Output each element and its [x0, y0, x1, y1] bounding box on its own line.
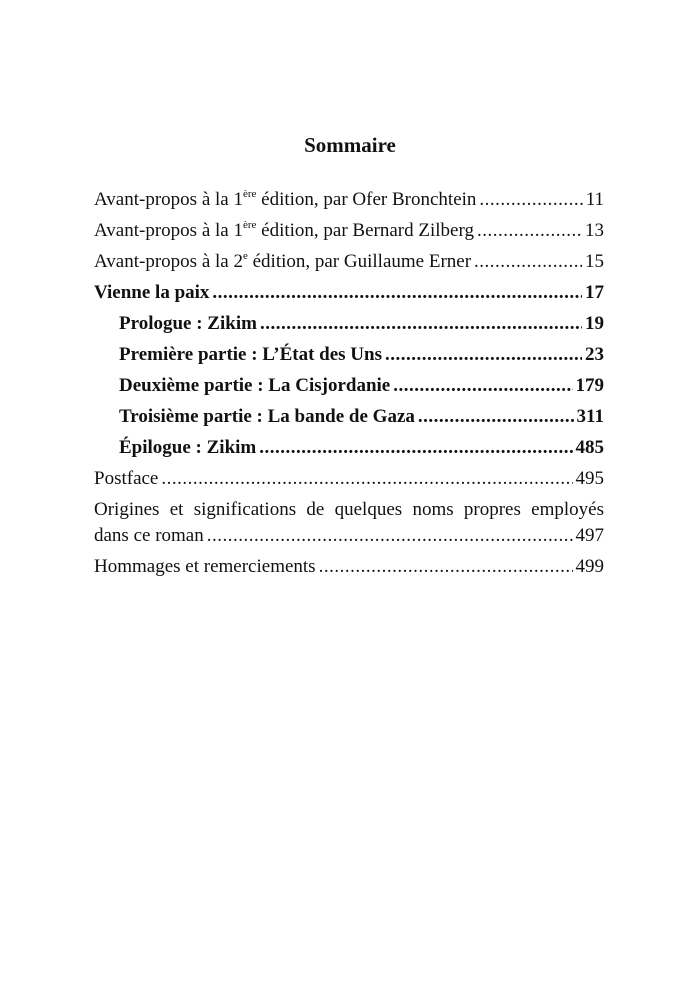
- leader-dots: [207, 523, 573, 549]
- toc-entry-page-number: 495: [575, 468, 604, 489]
- toc-entry-label: Avant-propos à la 2e édition, par Guillaume Erner: [94, 250, 472, 272]
- leader-dots: [385, 342, 582, 368]
- toc-entry-foreword-first-edition-bronchtein: [94, 187, 604, 218]
- toc-entry-label: Deuxième partie : La Cisjordanie: [119, 375, 391, 396]
- toc-entry-page-number: 15: [585, 251, 604, 272]
- toc-entry-page-number: 485: [575, 437, 604, 458]
- leader-dots: [479, 187, 582, 213]
- toc-entry-label-line-2-row: [94, 523, 604, 549]
- leader-dots: [477, 218, 582, 244]
- toc-entry-page-number: 499: [575, 556, 604, 577]
- leader-dots: [259, 435, 572, 461]
- toc-entry-page-number: 179: [575, 375, 604, 396]
- toc-entry-part-two: [94, 373, 604, 404]
- toc-entry-page-number: 23: [585, 344, 604, 365]
- toc-entry-page-number: 17: [585, 282, 604, 303]
- toc-entry-part-one: [94, 342, 604, 373]
- toc-entry-foreword-first-edition-zilberg: [94, 218, 604, 249]
- leader-dots: [474, 249, 582, 275]
- table-of-contents: [94, 187, 604, 585]
- leader-dots: [212, 280, 582, 306]
- leader-dots: [418, 404, 574, 430]
- toc-entry-label: Épilogue : Zikim: [119, 437, 257, 458]
- toc-entry-label-line-2: dans ce roman: [94, 525, 204, 546]
- toc-entry-label: Vienne la paix: [94, 282, 210, 303]
- toc-entry-page-number: 13: [585, 220, 604, 241]
- leader-dots: [161, 466, 572, 492]
- toc-entry-page-number: 11: [585, 189, 604, 210]
- leader-dots: [319, 554, 573, 580]
- leader-dots: [393, 373, 572, 399]
- toc-entry-part-three: [94, 404, 604, 435]
- toc-entry-label: Première partie : L’État des Uns: [119, 344, 382, 365]
- toc-entry-epilogue: [94, 435, 604, 466]
- toc-entry-acknowledgements: [94, 554, 604, 585]
- toc-entry-label: Prologue : Zikim: [119, 313, 257, 334]
- toc-entry-label-line-1: Origines et significations de quelques noms propres employés: [94, 499, 604, 520]
- toc-entry-page-number: 497: [575, 525, 604, 546]
- toc-entry-label: Avant-propos à la 1ère édition, par Bernard Zilberg: [94, 219, 474, 241]
- toc-entry-vienne-la-paix: [94, 280, 604, 311]
- toc-entry-page-number: 19: [585, 313, 604, 334]
- toc-entry-postface: [94, 466, 604, 497]
- toc-entry-label: Troisième partie : La bande de Gaza: [119, 406, 415, 427]
- toc-entry-origins-of-names: [94, 497, 604, 549]
- toc-entry-label: Hommages et remerciements: [94, 556, 316, 577]
- leader-dots: [260, 311, 582, 337]
- toc-entry-label: Avant-propos à la 1ère édition, par Ofer Bronchtein: [94, 188, 477, 210]
- toc-entry-foreword-second-edition-erner: [94, 249, 604, 280]
- toc-entry-label: Postface: [94, 468, 159, 489]
- toc-entry-prologue: [94, 311, 604, 342]
- toc-entry-page-number: 311: [576, 406, 604, 427]
- page-title: Sommaire: [304, 133, 396, 157]
